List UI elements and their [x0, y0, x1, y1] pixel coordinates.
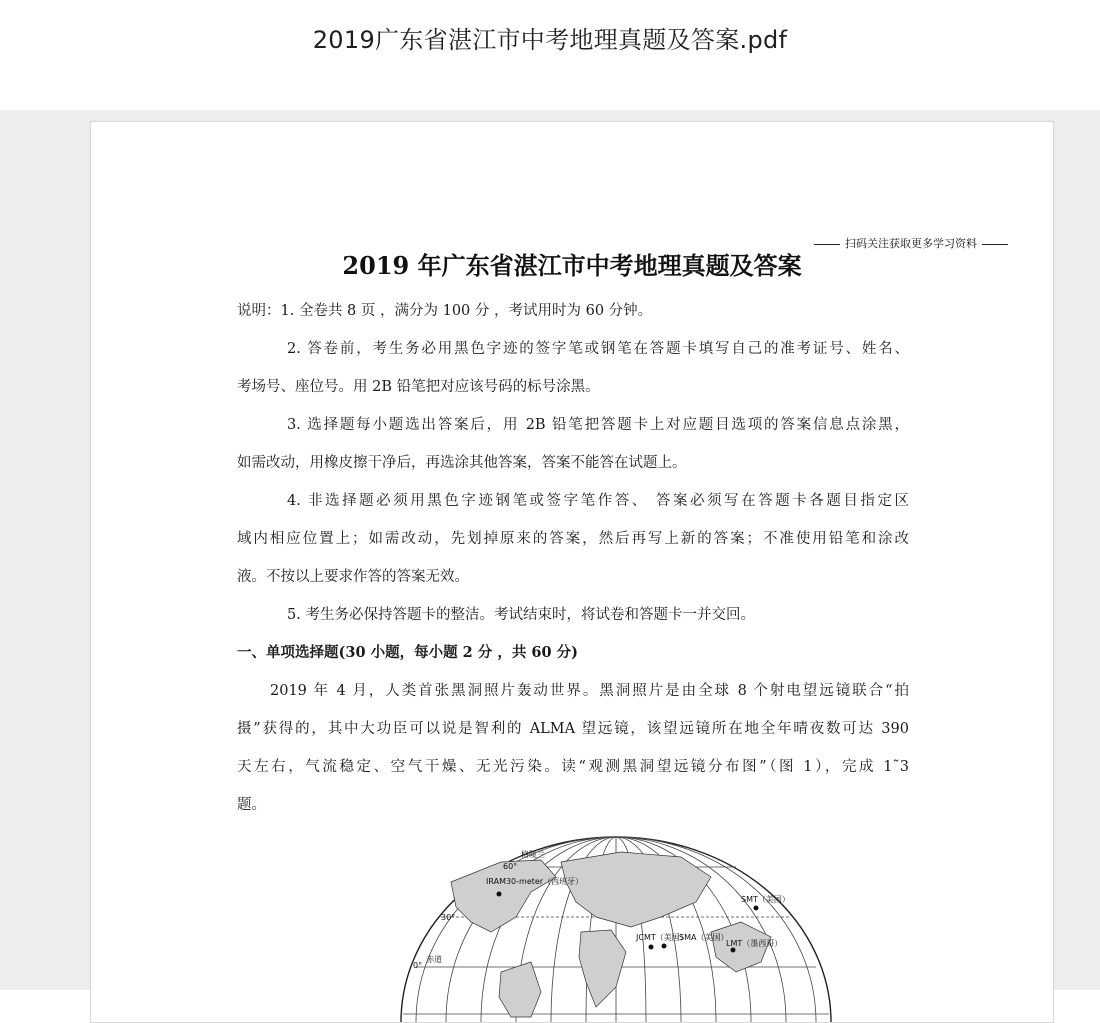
label-smt: SMT（美国）: [741, 895, 790, 904]
dash-left: [814, 244, 840, 245]
pdf-viewer[interactable]: [0, 110, 1100, 990]
pdf-page: [90, 121, 1054, 1023]
instruction-line: 2. 答卷前，考生务必用黑色字迹的签字笔或钢笔在答题卡填写自己的准考证号、姓名、: [287, 341, 909, 357]
label-lmt: LMT（墨西哥）: [726, 939, 783, 948]
dash-right: [982, 244, 1008, 245]
section-heading: 一、单项选择题(30 小题，每小题 2 分 ，共 60 分): [237, 644, 578, 661]
instruction-line: 4. 非选择题必须用黑色字迹钢笔或签字笔作答、 答案必须写在答题卡各题目指定区: [287, 493, 909, 509]
instruction-line: 如需改动，用橡皮擦干净后，再选涂其他答案，答案不能答在试题上。: [237, 455, 687, 471]
question-line: 2019 年 4 月，人类首张黑洞照片轰动世界。黑洞照片是由全球 8 个射电望远镜联合“拍: [270, 683, 909, 699]
document-title: 2019 年广东省湛江市中考地理真题及答案: [342, 251, 802, 280]
scan-note-text: 扫码关注获取更多学习资料: [845, 237, 977, 250]
instruction-line: 考场号、座位号。用 2B 铅笔把对应该号码的标号涂黑。: [237, 379, 600, 395]
label-sma: SMA（美国）: [679, 933, 729, 942]
world-map-graphic: [381, 822, 851, 1022]
telescope-map-figure: [381, 822, 851, 1022]
label-jcmt: JCMT（美国）: [636, 933, 688, 942]
label-lat60: 60°: [503, 862, 518, 871]
label-lat0: 0°: [413, 961, 423, 970]
instruction-line: 域内相应位置上；如需改动，先划掉原来的答案，然后再写上新的答案；不准使用铅笔和涂改: [237, 531, 909, 547]
label-lat30: 30°: [441, 913, 456, 922]
instruction-line: 3. 选择题每小题选出答案后，用 2B 铅笔把答题卡上对应题目选项的答案信息点涂黑，: [287, 417, 909, 433]
file-title: 2019广东省湛江市中考地理真题及答案.pdf: [312, 26, 788, 54]
viewer-titlebar: [0, 0, 1100, 110]
label-iram: IRAM30-meter（西班牙）: [486, 877, 584, 886]
question-line: 天左右，气流稳定、空气干燥、无光污染。读“观测黑洞望远镜分布图”（图 1），完成 1˜3: [237, 759, 909, 775]
label-greenland: 格陵兰: [521, 850, 545, 859]
instruction-line: 液。不按以上要求作答的答案无效。: [237, 569, 469, 585]
label-equator: 赤道: [426, 955, 442, 964]
document-body: [237, 292, 909, 824]
question-line: 题。: [237, 797, 266, 813]
question-line: 摄”获得的，其中大功臣可以说是智利的 ALMA 望远镜，该望远镜所在地全年晴夜数可达 390: [237, 721, 909, 737]
instruction-line: 5. 考生务必保持答题卡的整洁。考试结束时，将试卷和答题卡一并交回。: [287, 607, 755, 623]
instruction-line: 说明：1. 全卷共 8 页 ，满分为 100 分 ，考试用时为 60 分钟。: [237, 303, 653, 319]
